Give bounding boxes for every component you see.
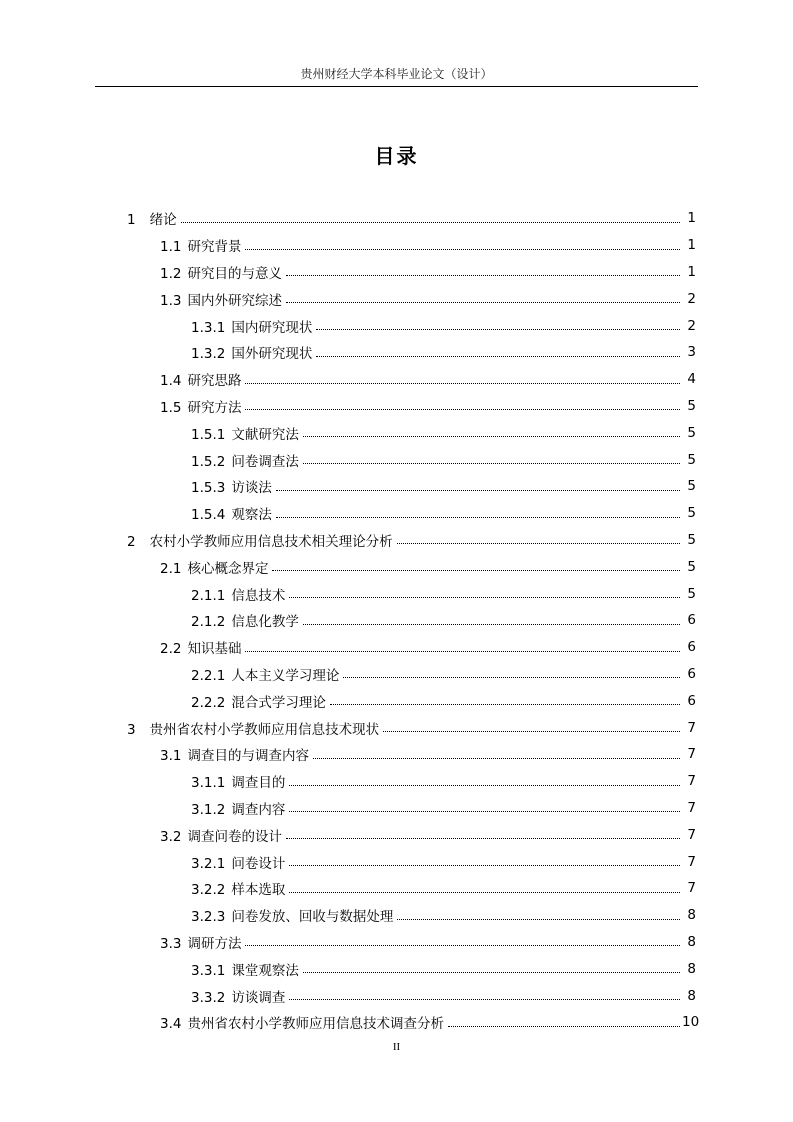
toc-entry-title: 访谈法 [231,480,272,497]
toc-entry-number: 3.1 [160,748,182,765]
toc-dot-leader [245,383,680,384]
toc-entry[interactable] [191,419,696,446]
toc-entry-title: 研究方法 [187,399,242,416]
toc-dot-leader [245,945,680,946]
toc-dot-leader [181,222,680,223]
toc-entry-page: 7 [687,746,696,763]
toc-entry-page: 1 [687,263,696,280]
toc-entry-number: 1.2 [160,265,182,282]
toc-entry[interactable] [160,634,696,661]
toc-entry[interactable] [160,393,696,420]
toc-title: 目录 [374,144,419,168]
toc-dot-leader [276,490,680,491]
toc-entry-page: 10 [682,1014,700,1031]
toc-dot-leader [397,543,680,544]
toc-entry-label [191,450,301,470]
toc-entry-page: 7 [687,719,696,736]
toc-entry-label [191,423,301,443]
toc-entry-label [160,235,243,255]
toc-entry-label [127,208,179,228]
toc-entry[interactable] [191,500,696,527]
toc-entry-label [127,718,381,738]
toc-entry-page: 7 [687,853,696,870]
toc-entry[interactable] [191,982,696,1009]
toc-entry-label [160,932,243,952]
toc-entry-number: 2.2.2 [191,694,226,711]
toc-entry[interactable] [191,955,696,982]
toc-entry[interactable] [191,875,696,902]
toc-entry-title: 知识基础 [187,641,242,658]
toc-entry-page: 8 [687,987,696,1004]
toc-entry-number: 3 [127,721,136,738]
toc-dot-leader [286,302,680,303]
toc-entry-title: 问卷设计 [231,855,286,872]
toc-entry-title: 信息技术 [231,587,286,604]
toc-entry-number: 1.5.2 [191,453,226,470]
toc-entry-number: 3.3 [160,935,182,952]
toc-entry-page: 1 [687,210,696,227]
toc-entry-page: 8 [687,907,696,924]
toc-entry-label [191,986,287,1006]
toc-entry-label [191,771,287,791]
toc-entry-label [191,798,287,818]
toc-dot-leader [303,624,680,625]
toc-entry-number: 1.5.1 [191,426,226,443]
toc-entry-page: 6 [687,639,696,656]
toc-entry[interactable] [160,259,696,286]
toc-entry-page: 2 [687,317,696,334]
toc-entry-number: 1.1 [160,239,182,256]
toc-entry-number: 3.2.3 [191,909,226,926]
toc-dot-leader [316,329,680,330]
toc-dot-leader [316,356,680,357]
toc-entry-number: 2.1.2 [191,614,226,631]
page-header [95,64,698,87]
toc-entry-title: 信息化教学 [231,614,299,631]
toc-entry-page: 1 [687,237,696,254]
toc-entry-title: 农村小学教师应用信息技术相关理论分析 [149,533,393,550]
toc-dot-leader [383,731,680,732]
toc-entry-number: 1.5.3 [191,480,226,497]
toc-entry-title: 人本主义学习理论 [231,667,340,684]
toc-entry-page: 6 [687,612,696,629]
toc-entry-title: 调查内容 [231,801,286,818]
toc-entry[interactable] [160,821,696,848]
header-text: 贵州财经大学本科毕业论文（设计） [300,67,493,81]
toc-entry-page: 5 [687,585,696,602]
toc-entry-page: 7 [687,826,696,843]
toc-entry-title: 观察法 [231,507,272,524]
toc-entry-page: 4 [687,371,696,388]
toc-entry-title: 贵州省农村小学教师应用信息技术调查分析 [187,1016,444,1033]
toc-entry[interactable] [191,607,696,634]
toc-entry-title: 样本选取 [231,882,286,899]
toc-entry[interactable] [160,553,696,580]
toc-entry-page: 3 [687,344,696,361]
toc-entry-label [191,584,287,604]
toc-entry-label [160,1012,446,1032]
toc-entry-title: 课堂观察法 [231,962,299,979]
toc-entry-page: 5 [687,558,696,575]
toc-entry-page: 7 [687,773,696,790]
toc-entry-page: 5 [687,451,696,468]
toc-entry-number: 3.3.1 [191,962,226,979]
toc-dot-leader [303,972,680,973]
toc-dot-leader [289,785,680,786]
toc-dot-leader [245,409,680,410]
toc-entry[interactable] [160,929,696,956]
toc-entry-number: 1.3.1 [191,319,226,336]
toc-entry-label [160,637,243,657]
toc-entry-label [160,744,311,764]
page-footer [0,1041,793,1053]
toc-entry[interactable] [160,232,696,259]
toc-entry[interactable] [127,205,696,232]
toc-entry[interactable] [191,446,696,473]
toc-entry-label [191,664,341,684]
toc-entry-label [191,905,395,925]
toc-entry-label [191,691,328,711]
toc-entry-label [191,959,301,979]
toc-entry-number: 3.4 [160,1016,182,1033]
toc-entry[interactable] [191,661,696,688]
toc-entry-title: 文献研究法 [231,426,299,443]
toc-entry-page: 7 [687,799,696,816]
toc-entry-title: 调查目的与调查内容 [187,748,309,765]
toc-dot-leader [286,275,680,276]
toc-entry-page: 5 [687,478,696,495]
toc-dot-leader [245,651,680,652]
toc-dot-leader [289,892,680,893]
toc-dot-leader [303,463,680,464]
toc-entry-title: 问卷调查法 [231,453,299,470]
toc-entry-number: 2.1 [160,560,182,577]
toc-entry-number: 2 [127,533,136,550]
toc-entry-title: 研究目的与意义 [187,265,282,282]
toc-dot-leader [289,811,680,812]
toc-entry-label [160,396,243,416]
toc-entry-page: 5 [687,505,696,522]
toc-entry[interactable] [191,312,696,339]
toc-entry-title: 访谈调查 [231,989,286,1006]
toc-entry-label [191,503,274,523]
toc-entry-page: 2 [687,290,696,307]
toc-dot-leader [289,865,680,866]
toc-entry[interactable] [160,741,696,768]
toc-dot-leader [448,1026,680,1027]
toc-entry-title: 国内外研究综述 [187,292,282,309]
toc-entry-number: 1.3 [160,292,182,309]
toc-entry-label [160,557,270,577]
toc-entry-number: 3.1.2 [191,801,226,818]
toc-entry-number: 2.2 [160,641,182,658]
toc-entry-label [160,825,284,845]
toc-entry-title: 调查目的 [231,775,286,792]
toc-entry-title: 调查问卷的设计 [187,828,282,845]
toc-entry-title: 调研方法 [187,935,242,952]
toc-entry-number: 2.1.1 [191,587,226,604]
toc-dot-leader [313,758,680,759]
toc-entry-title: 问卷发放、回收与数据处理 [231,909,394,926]
toc-entry[interactable] [160,1009,700,1036]
toc-entry-label [191,316,314,336]
toc-entry-label [191,878,287,898]
toc-entry-number: 1.3.2 [191,346,226,363]
toc-entry[interactable] [191,473,696,500]
toc-entry-title: 国外研究现状 [231,346,313,363]
toc-dot-leader [272,570,680,571]
toc-entry[interactable] [127,527,696,554]
toc-entry[interactable] [191,795,696,822]
toc-entry-number: 1.5.4 [191,507,226,524]
toc-entry-number: 2.2.1 [191,667,226,684]
toc-entry-label [160,262,284,282]
toc-dot-leader [276,517,680,518]
toc-entry-number: 3.3.2 [191,989,226,1006]
toc-entry[interactable] [191,580,696,607]
toc-entry-page: 7 [687,880,696,897]
toc-entry-label [127,530,395,550]
toc-entry-page: 5 [687,424,696,441]
toc-entry-number: 3.2.2 [191,882,226,899]
toc-dot-leader [289,597,680,598]
toc-entry-number: 1 [127,212,136,229]
toc-entry-title: 混合式学习理论 [231,694,326,711]
toc-entry-number: 3.2.1 [191,855,226,872]
toc-entry-page: 6 [687,665,696,682]
toc-dot-leader [245,249,680,250]
toc-dot-leader [289,999,680,1000]
toc-entry-title: 研究背景 [187,239,242,256]
toc-entry-page: 5 [687,397,696,414]
toc-entry-number: 1.5 [160,399,182,416]
toc-entry-label [160,289,284,309]
toc-dot-leader [397,919,680,920]
toc-entry-page: 8 [687,960,696,977]
toc-entry[interactable] [191,687,696,714]
toc-entry-number: 1.4 [160,373,182,390]
toc-entry-title: 研究思路 [187,373,242,390]
toc-entry-label [191,476,274,496]
toc-dot-leader [343,677,680,678]
toc-entry[interactable] [191,848,696,875]
toc-entry[interactable] [191,902,696,929]
toc-entry-title: 国内研究现状 [231,319,313,336]
toc-entry-label [191,610,301,630]
toc-dot-leader [330,704,680,705]
toc-entry-number: 3.1.1 [191,775,226,792]
toc-entry[interactable] [160,366,696,393]
toc-entry-page: 8 [687,933,696,950]
toc-entry-number: 3.2 [160,828,182,845]
toc-entry-page: 6 [687,692,696,709]
toc-entry-label [160,369,243,389]
toc-dot-leader [303,436,680,437]
toc-entry-label [191,852,287,872]
toc-entry-title: 贵州省农村小学教师应用信息技术现状 [149,721,380,738]
toc-entry-page: 5 [687,531,696,548]
toc-entry[interactable] [191,339,696,366]
toc-entry[interactable] [160,285,696,312]
toc-entry-title: 绪论 [149,212,177,229]
page-number: II [392,1041,401,1053]
toc-entry[interactable] [127,714,696,741]
toc-entry-title: 核心概念界定 [187,560,269,577]
toc-entry[interactable] [191,768,696,795]
toc-entry-label [191,342,314,362]
toc-dot-leader [286,838,680,839]
